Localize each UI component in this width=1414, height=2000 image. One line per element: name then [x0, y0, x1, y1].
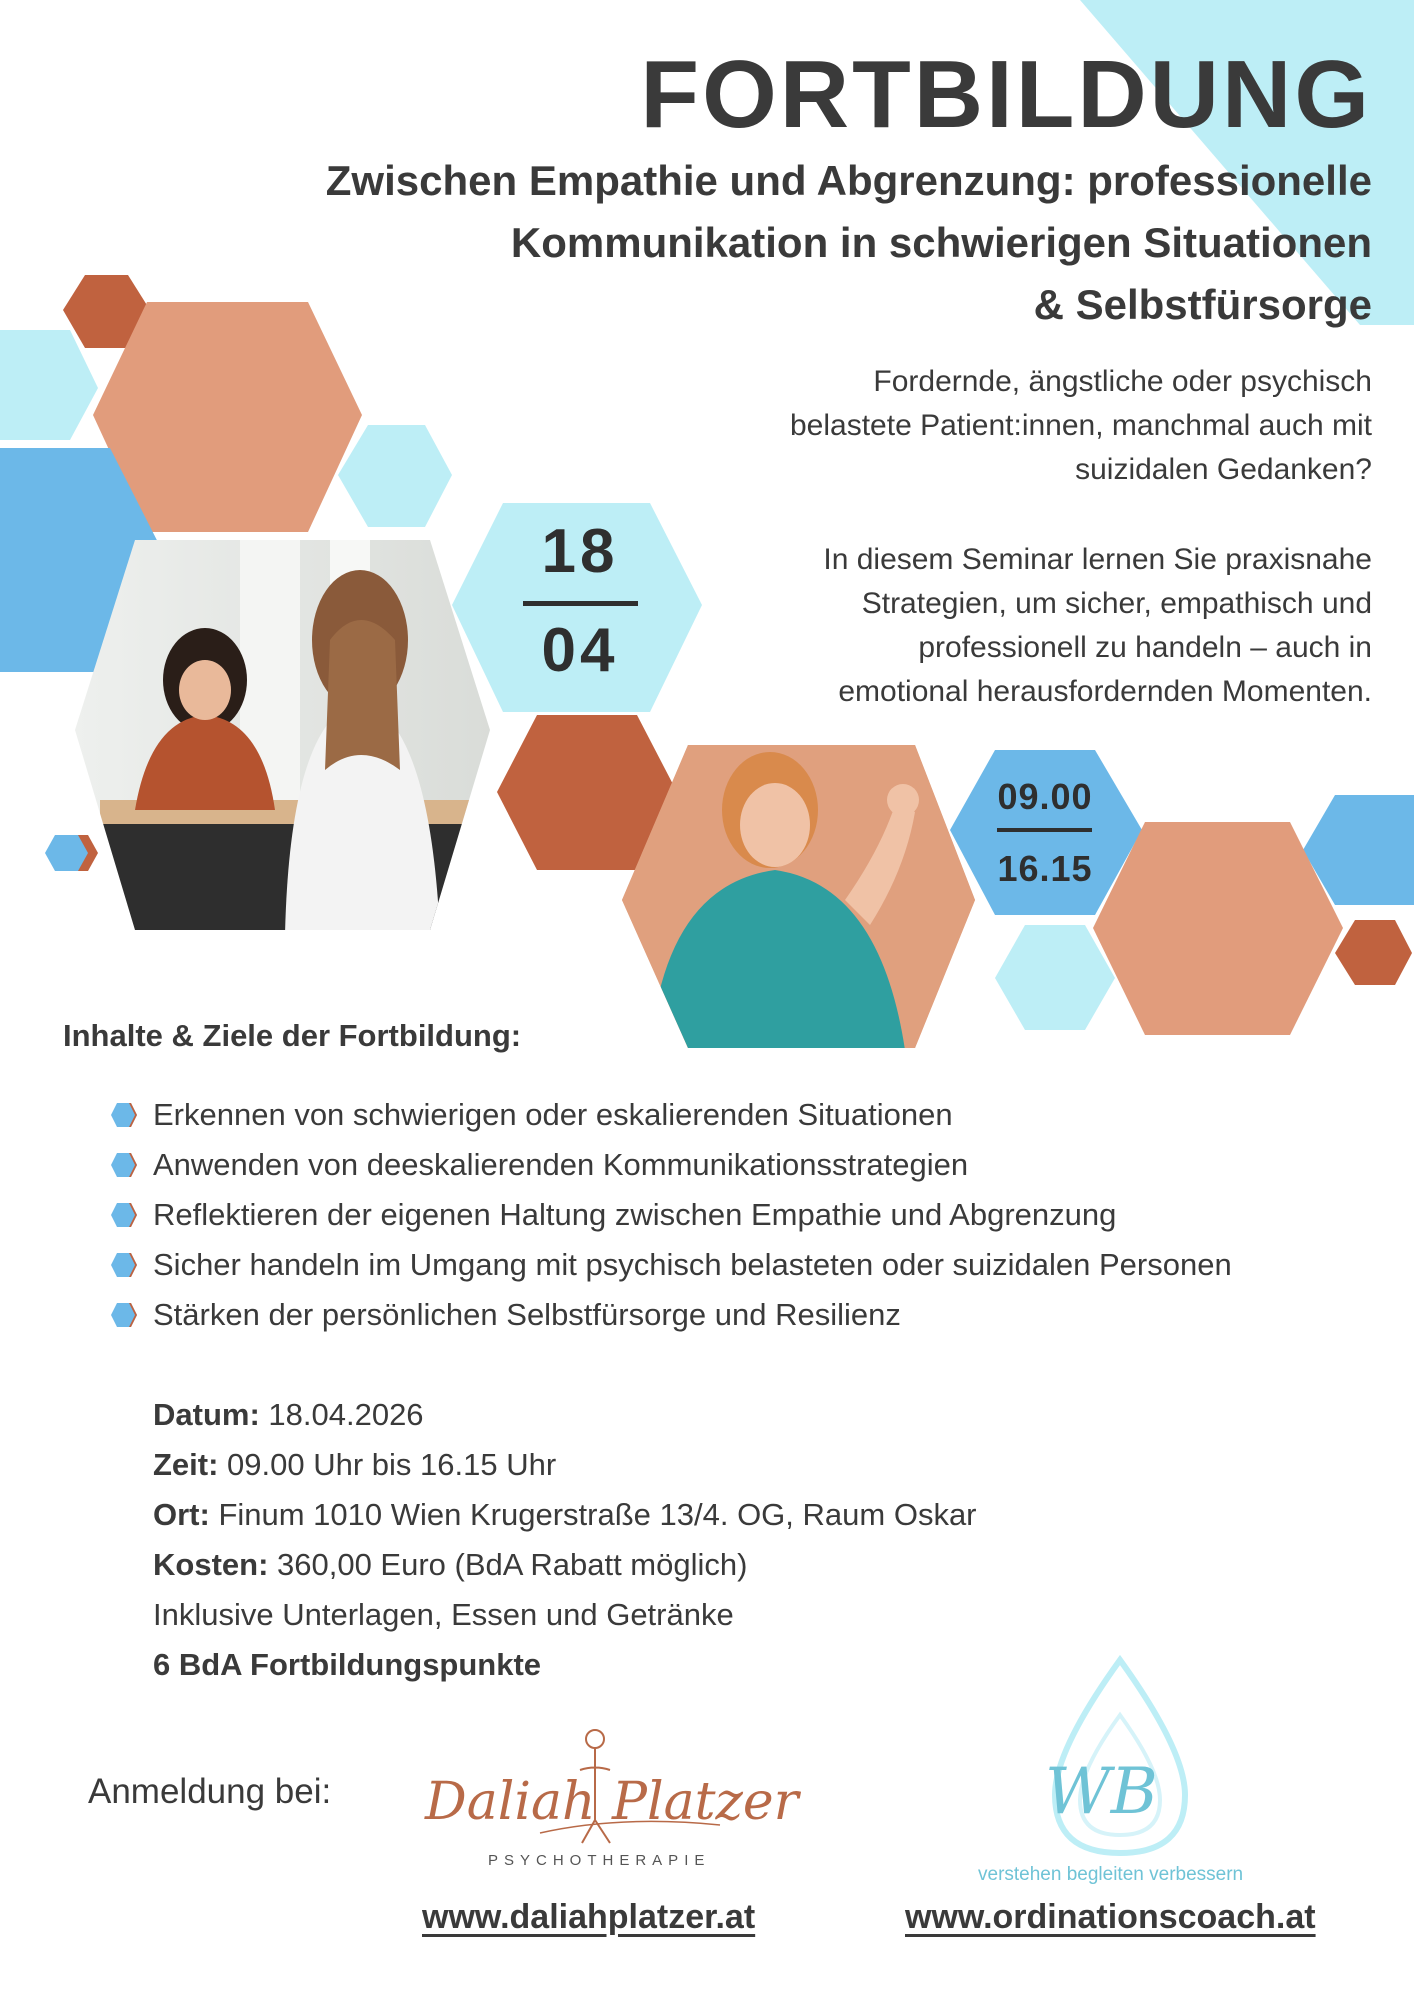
registration-label: Anmeldung bei: [88, 1772, 332, 1811]
hexagon-bullet-icon [110, 1202, 138, 1228]
intro-line: professionell zu handeln – auch in [918, 631, 1372, 664]
list-item [110, 1240, 1232, 1290]
subtitle-line: Kommunikation in schwierigen Situationen [510, 219, 1372, 266]
intro-line: emotional herausfordernden Momenten. [838, 675, 1372, 708]
list-item [110, 1140, 1232, 1190]
wb-tagline: verstehen begleiten verbessern [978, 1864, 1244, 1885]
detail-inclusive: Inklusive Unterlagen, Essen und Getränke [153, 1597, 734, 1632]
wb-initials: WB [1045, 1755, 1158, 1829]
goal-text: Reflektieren der eigenen Haltung zwischen Empathie und Abgrenzung [153, 1197, 1117, 1232]
nurse-frustrated-photo [620, 740, 980, 1050]
detail-points: 6 BdA Fortbildungspunkte [153, 1647, 542, 1682]
goals-heading: Inhalte & Ziele der Fortbildung: [63, 1018, 522, 1053]
hexagon-bullet-icon [110, 1252, 138, 1278]
subtitle-line: & Selbstfürsorge [1033, 281, 1372, 328]
list-item [110, 1290, 1232, 1340]
goal-text: Sicher handeln im Umgang mit psychisch belasteten oder suizidalen Personen [153, 1247, 1232, 1282]
goal-text: Stärken der persönlichen Selbstfürsorge und Resilienz [153, 1297, 901, 1332]
time-end: 16.15 [997, 848, 1093, 889]
intro-line: belastete Patient:innen, manchmal auch mit [790, 409, 1372, 442]
intro-line: Fordernde, ängstliche oder psychisch [873, 365, 1372, 398]
hexagon-bullet-icon [110, 1302, 138, 1328]
hexagon-bullet-icon [110, 1102, 138, 1128]
intro-seminar [652, 538, 1372, 714]
hex-cyan-bottom [995, 925, 1115, 1030]
detail-time: Zeit: 09.00 Uhr bis 16.15 Uhr [153, 1447, 557, 1482]
time-start: 09.00 [997, 776, 1093, 817]
detail-place: Ort: Finum 1010 Wien Krugerstraße 13/4. OG, Raum Oskar [153, 1497, 977, 1532]
hex-cyan-left [0, 330, 98, 440]
counseling-photo [70, 535, 495, 935]
intro-question [652, 360, 1372, 492]
page-title: FORTBILDUNG [640, 41, 1372, 148]
date-divider [523, 601, 638, 606]
hex-salmon-right [1093, 822, 1343, 1035]
event-details [153, 1390, 977, 1690]
goal-text: Erkennen von schwierigen oder eskalierenden Situationen [153, 1097, 953, 1132]
intro-line: In diesem Seminar lernen Sie praxisnahe [823, 543, 1372, 576]
hex-rust-right [1335, 920, 1412, 985]
intro-line: suizidalen Gedanken? [1075, 453, 1372, 486]
link-daliahplatzer[interactable]: www.daliahplatzer.at [422, 1898, 756, 1936]
intro-line: Strategien, um sicher, empathisch und [861, 587, 1372, 620]
goals-list [110, 1090, 1232, 1340]
detail-date: Datum: 18.04.2026 [153, 1397, 424, 1432]
goal-text: Anwenden von deeskalierenden Kommunikationsstrategien [153, 1147, 969, 1182]
subtitle [192, 150, 1372, 336]
link-ordinationscoach[interactable]: www.ordinationscoach.at [905, 1898, 1316, 1936]
time-divider [997, 828, 1092, 832]
detail-cost: Kosten: 360,00 Euro (BdA Rabatt möglich) [153, 1547, 748, 1582]
list-item [110, 1090, 1232, 1140]
date-day: 18 [541, 517, 619, 586]
subtitle-line: Zwischen Empathie und Abgrenzung: professionelle [325, 157, 1372, 204]
hex-cyan-mid [338, 425, 452, 527]
list-item [110, 1190, 1232, 1240]
hexagon-bullet-icon [110, 1152, 138, 1178]
date-month: 04 [541, 616, 619, 685]
